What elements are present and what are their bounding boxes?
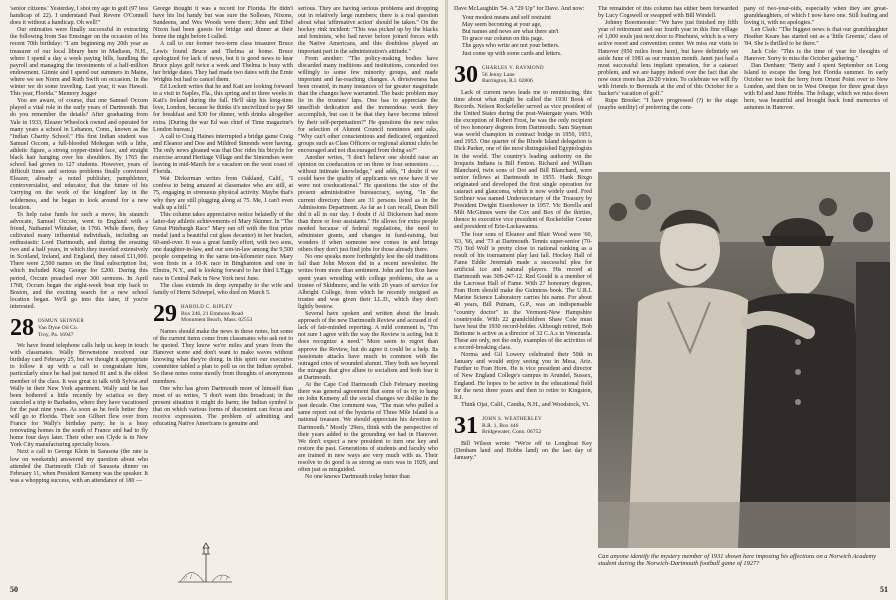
left-column-3 (298, 6, 438, 586)
paragraph: The class extends its deep sympathy to the wife and family of Herm Schnepel, who died on March 5. (153, 282, 293, 296)
paragraph: pany of two-year-olds, especially when they are great-granddaughters, of which I now have one. Still loafing and loving it, with no apologies." (744, 6, 888, 27)
paragraph: Norma and Gil Lowery celebrated their 50th in January and would enjoy seeing you in Mesa, Ariz. Further to Fran Horn. He is vice president and director of New England College's campus in Arundel, Sussex, England. He hopes to be active in the educational field for the next three years and then to retire to Kingston, R.I. (454, 352, 592, 401)
class-heading-29 (153, 300, 293, 327)
class-secretary-address: HAROLD C. RIPLEY Box 246, 21 Emmons Road Monument Beach, Mass. 02553 (181, 304, 253, 324)
class-number: 30 (454, 61, 478, 88)
paragraph: A call to our former two-term class treasurer Bruce Lewis found Bruce and Thelma at home. Bruce apologized for lack of news, but it is good news to hear Bruce plays golf twice a week and Thelma is busy with her bridge dates. They had made two dates with the Ernie Wrights but had to cancel them. (153, 41, 293, 83)
right-column-1 (454, 6, 592, 586)
left-column-2 (153, 6, 293, 546)
paragraph: Names should make the news in these notes, but some of the current items come from classmates who ask not to be quoted. They know we're miles and years from the Hanover scene and don't want to make waves without knowing what they're doing. In this spirit our executive committee tabled a plan to poll us on the Indian symbol. So these notes come mostly from thoughts of anonymous members. (153, 328, 293, 385)
paragraph: George thought it was a record for Florida. He didn't have his list handy but was sure the Solleses, Nixons, Sundeens, and Wes Woods were there; John and Ethel Nixon had been guests for bridge and dinner at their home the night before I called. (153, 6, 293, 41)
photo-caption: Can anyone identify the mystery member of 1931 shown here imposing his affections on a Norwich Academy student during the Norwich-Dartmouth football game of 1927? (598, 553, 876, 568)
paragraph: Bill Wilson wrote: "We're off to Longboat Key (Denham land and Hobbs land) on the last day of January." (454, 440, 592, 462)
class-number: 31 (454, 412, 478, 439)
paragraph: A call to Craig Haines interrupted a bridge game Craig and Eleanor and Doe and Mildred Simonds were having. The only news gleaned was that Doc rides his bicycle for exercise around Heritage Village and the Simondses were leaving in mid-March for a vacation on the west coast of Florida. (153, 133, 293, 176)
paragraph: 'senior citizens.' Yesterday, I shot my age in golf (97 less handicap of 22). I understand Paul Revere O'Connell does it without a handicap. Oh well!" (10, 6, 148, 27)
paragraph: Several have spoken and written about the brash approach of the new Dartmouth Review and accused it of lack of fair-minded reporting. A mild comment is, "I'm not sure I agree with the way the Review is acting, but it does recognize a need." More seem to regret than approve the Review, but do agree it could be a help. Its passionate attacks have much in common with the outraged cries of wounded alumni. They both see beyond the mirages that give allure to socialism and both fear it at Dartmouth. (298, 311, 438, 381)
paragraph: Lack of current news leads me to reminiscing, this time about what might be called the 1930 Book of Records. Nelson Rockefeller served as vice president of the United States during the post-Watergate years. With the exception of Robert Frost, he was the only recipient of two honorary degrees from Dartmouth. Sam Stayman was world champion in contract bridge in 1950, 1951, and 1953. One quarter of the Rhode Island delegation is Dick Parker, one of the most distinguished Egyptologists in the world. The country's leading authority on the Iroquois Indians is Bill Fenton. Richard and William Blanchard, twin sons of Dot and Bill Blanchard, were senior fellows at Dartmouth in 1955. Hank Bixgo originated and developed the first single operation for cataract and glaucoma, which is now widely used. Fred Scribner was named Undersecretary of the Treasury by President Dwight Eisenhower in 1957. Vic Borella and Milt McGinnes were the Cox and Box of the thirties, thence to executive vice president of Rockefeller Center and president of Erie-Lackawanna. (454, 89, 592, 231)
paragraph: You are aware, of course, that one Samuel Occom played a vital role in the early years of Dartmouth. But do you remember the details? After graduating from Yale in 1933, Eleazer Wheelock owned and operated for many years a school in Lebanon, Conn., known as the "Indian Charity School." His first Indian student was Samuel Occom, a full-blooded Mohegan with a lithe, athletic figure, a strong copper-tinted face, and straight black hair hanging over his shoulders. By 1765 the school had grown to 127 students. However, years of difficult times and serious problems finally convinced Eleazer, already a noted publisher, pamphleteer, controversialist, and educator, that the future of his 'carrying on the work of the kingdom' lay in the wilderness, and he began to look around for a new location. (10, 98, 148, 211)
right-column-2 (598, 6, 738, 170)
paragraph: Wat Dickerman writes from Oakland, Calif., "I confess to being amazed at classmates who are still, at 75, engaging in strenuous physical activity. Maybe that's why they are still plugging along at 75. Me, I can't even walk up a hill." (153, 176, 293, 211)
paragraph: Jack Cole: "This is the time of year for thoughts of Hanover. Sorry to miss the October gathering." (744, 48, 888, 62)
class-heading-28 (10, 315, 148, 342)
page-number: 51 (880, 585, 888, 594)
paragraph: From another: "The policy-making bodies have discarded many traditions and institutions, conceded too willingly to some few minority groups, and made important and far-reaching changes. A divisiveness has been created, in many instances of far greater magnitude than the changes have warranted. The basic problem may lie in the trustees' laps. One has to appreciate the unselfish dedication and the tremendous work they accomplish, but can it be that they have become inbred by their self-perpetuation?" He questions the new rules for selection of Alumni Council nominees and asks, "Why can't other conscientious and dedicated, organized groups such as Class Officers or regional alumni clubs be encouraged and not discouraged from doing so?" (298, 55, 438, 154)
class-heading-31 (454, 412, 592, 439)
paragraph: This column takes appreciative notice belatedly of the latter-day athletic achievements of Mary Skinner. In "The Great Pittsburgh Race" Mary ran off with the first prize medal (and a beautiful cut glass decanter) in her bracket, 60-and-over. It was a great family effort, with two sons, one daughter-in-law, and our son-in-law among the 9,500 people competing in the same ten-kilometer race. Mary won firsts in a 10-K race in Binghamton and one in Elmira, N.Y., and is looking forward to her third L'Eggs race in Central Park in New York next June. (153, 211, 293, 282)
paragraph: No one speaks more forthrightly lest the old traditions fail than John Moxon did in a recent newsletter. He writes from more than sentiment. John and his Roz have spent years wrestling with college problems, she as a trustee of Skidmore, and he with 20 years of service for Albright College, from which he recently resigned as trustee and was given their LL.D., which they don't lightly bestow. (298, 254, 438, 310)
right-column-3 (744, 6, 888, 170)
left-column-1 (10, 6, 148, 586)
right-page (446, 0, 896, 600)
class-secretary-address: OSMUN SKINNER Van Dyne Oil Co. Troy, Pa. 16947 (38, 319, 85, 338)
paragraph: Another writes, "I don't believe one should raise an opinion on coeducation or on three or four semesters . . . without intimate knowledge," and adds, "I doubt if we could have the quality of applicants we now have if we were not coeducational." He questions the size of the present administrative bureaucracy, saying, "In the current directory there are 31 persons listed as in the Admissions Department. As far as I can recall, Dean Bill did it all in our day. I doubt if Al Dickerson had more than three or four assistants." He allows for extra people needed because of federal regulations, the need to administer grants, and changes in fund-raising, but wonders if when someone new comes in and brings others they don't just find jobs for those already there. (298, 154, 438, 254)
paragraph: Next a call to George Klein in Sarasota (the rate is low on weekends) answered my question about who attended the Dartmouth Club of Sarasota dinner on February 11, when President Kemeny was the speaker. It was a whopping success, with an attendance of 180 — (10, 449, 148, 484)
paragraph: Think Ojai, Calif., Candia, N.H., and Woodstock, Vt. (461, 401, 590, 408)
paragraph: To help raise funds for such a move, his staunch advocate, Samuel Occom, went to England with a friend, Nathaniel Whitaker, in 1766. While there, they cultivated many influential individuals, including an enthusiastic Lord Dartmouth, and during the ensuing two and a half years, in which they traveled extensively in Scotland, Ireland, and England, they raised £11,000. There were 2,500 names on the final subscription list, which included King George for £200. During this period, Occum preached over 300 sermons. In April 1768, Occum began the eight-week boat trip back to Boston, and the exciting search for a new school location began. We'll go into this later, if you're interested. (10, 211, 148, 310)
left-page (0, 0, 446, 600)
paragraph: We have found telephone calls help us keep in touch with classmates. Wally Brownstone received our birthday card February 25, but we thought it appropriate to follow it up with a call to congratulate him, particularly since he had just turned 81 and is the oldest member of the class. It was great to talk with Sylvia and Wally in their New York apartment. Wally said he has been bothered a little recently by sciatica so they canceled a trip to Barbados, where they have vacationed for the past nine years. As soon as he feels better they will go to Florida. Their son Gilbert flew over from France for Wally's birthday party; he is a busy renovating homes in the south of France and had to fly home four days later. Their other son Clyde is in New York City manufacturing specialty boxes. (10, 343, 148, 449)
class-secretary-address: JOHN S. WEATHERLEY R.R. 1, Box 446 Bridgewater, Conn. 06752 (482, 416, 543, 436)
page-gutter (445, 0, 448, 600)
paragraph: Rupe Brooke: "I have progressed (?) to the stage (maybe senility) of preferring the com- (598, 98, 738, 112)
paragraph: Ed Lockett writes that he and Kati are looking forward to a visit to Naples, Fla., this spring and to three weeks in Kati's Ireland during the fall. He'll skip his long-time love, London, because he thinks it's uncivilized to pay $8 for breakfast and $30 for dinner, with drinks altogether extra. (During the war Ed was chief of Time magazine's London bureau.) (153, 84, 293, 133)
class-secretary-address: CHARLES V. RAYMOND 56 Jenny Lane Barrington, R.I. 02806 (482, 65, 544, 85)
paragraph: The remainder of this column has either been forwarded by Lucy Cogswell or swapped with Bill Windell. (598, 6, 738, 20)
paragraph: One who has given Dartmouth more of himself than most of us writes, "I don't want this broadcast; in the present situation it might do harm; the Indian symbol is that on which various forms of discontent can focus and receive expression. The problem of admitting and educating Native Americans is genuine and (153, 385, 293, 428)
verse: Your modest means and self restraint May seem becoming at your age, But names and news are what there ain't To grace our column on this page. The guys who write are not your betters. Just come up with some cards and letters. (462, 15, 562, 57)
historic-photograph (598, 172, 890, 548)
page-number: 50 (10, 585, 18, 594)
class-heading-30 (454, 61, 592, 88)
paragraph: At the Cape Cod Dartmouth Club February meeting there was general agreement that some of us try to hang on John Kemeny all the social changes we dislike in the past decade. One comment was, "The man who pulled a same report out of the hysteria of Three Mile Island is a national treasure. We should appreciate his devotion to Dartmouth." Mostly '29ers, think with the perspective of their years added to the grounding we had in Hanover. We don't expect a new president to turn one key and restore the past. Generations of students and faculty who are trained in new ways are very much with us. Their resolve to do good is as strong as ours was in 1929, and often just as misguided. (298, 381, 438, 474)
paragraph: Len Clark: "The biggest news is that our granddaughter Heather Keare has started out as a 'little Greenie,' class of '84. She is thrilled to be there." (744, 27, 888, 48)
paragraph: Dan Denham: "Betty and I spent September on Long Island to escape the long hot Florida summer. In early October we took the ferry from Orient Point over to New London, and then on to West Oneque for three great days with Ed and June Hobbs. The foliage, which we miss down here, was beautiful and brought back fond memories of autumns in Hanover. (744, 62, 888, 112)
paragraph: The four sons of Eleanor and Blair Wood were '60, '63, '66, and '73 at Dartmouth. Tennis super-senior (70-75) Ted Wolf is pretty close to national ranking as a result of his tournament play last fall. Hockey Hall of Fame Eddie Jeremiah made a successful plea for artificial ice and natural players. His record at Dartmouth was 308-247-12. Red Gould is a member of the Lacrosse Hall of Fame. With 27 honorary degrees, Fran Horn should make the Guinness book. The U.R.I. Marine Science Laboratory carries his name. For about 40 years, Bill Putnam, G.P., was an indispensable "country doctor" in the Vermont-New Hampshire countryside. With 22 grandchildren Shaw Cole must have beat the 1930 record-holder. Although retired, Bob Bottome is active as a director of 32 C.A.s in Venezuela. These are only, not the only, examples of the activities of a record-breaking class. (454, 231, 592, 352)
paragraph: Johnny Boermeester: "We have just finished my fifth year of retirement and our fourth year in this fine village of 1,000 souls just next door to Pinehurst, which is a very active resort and convention center. We miss our visits to Hanover (950 miles from here), but have definitely set aside June of 1981 as our reunion month. Janet just had a most successful lens implant operation, for a cataract problem, and we are happy indeed over the fact that she now once more has 20/20 vision. To celebrate we will fly with friends to Bermuda at the end of this October for a 'hacker's' vacation of golf." (598, 20, 738, 98)
paragraph: Our entreaties were finally successful in extracting the following from Sue Emsinger on the occasion of his recent 70th birthday: "I am beginning my 20th year as treasurer of our local library here in Madison, N.H., where I spend a day a week paying bills, handling the payroll and managing the investments of a half-million endowment. Ginnie and I spend our summers in Maine, where we see Norm and Ruth Swift on occasion. In the winter we do some traveling. Last year, it was Hawaii. This year, Florida." Memory Jogger (10, 27, 148, 98)
paragraph: serious. They are having serious problems and dropping out in relatively large numbers; there is a real question about what 'affirmative action' should be taken." On the hockey rink incident: "This was picked up by the blacks and feminists, who had never before joined forces with the Native Americans, and this doubtless played an important part in the administration's attitude." (298, 6, 438, 55)
paragraph: Dave McLaughlin '54. A "29 Up" for Dave. And now: (454, 6, 585, 12)
photo-image (598, 172, 890, 548)
sketch-illustration (176, 540, 234, 584)
paragraph: No one knows Dartmouth today better than (305, 474, 410, 481)
class-number: 29 (153, 300, 177, 327)
class-number: 28 (10, 315, 34, 342)
